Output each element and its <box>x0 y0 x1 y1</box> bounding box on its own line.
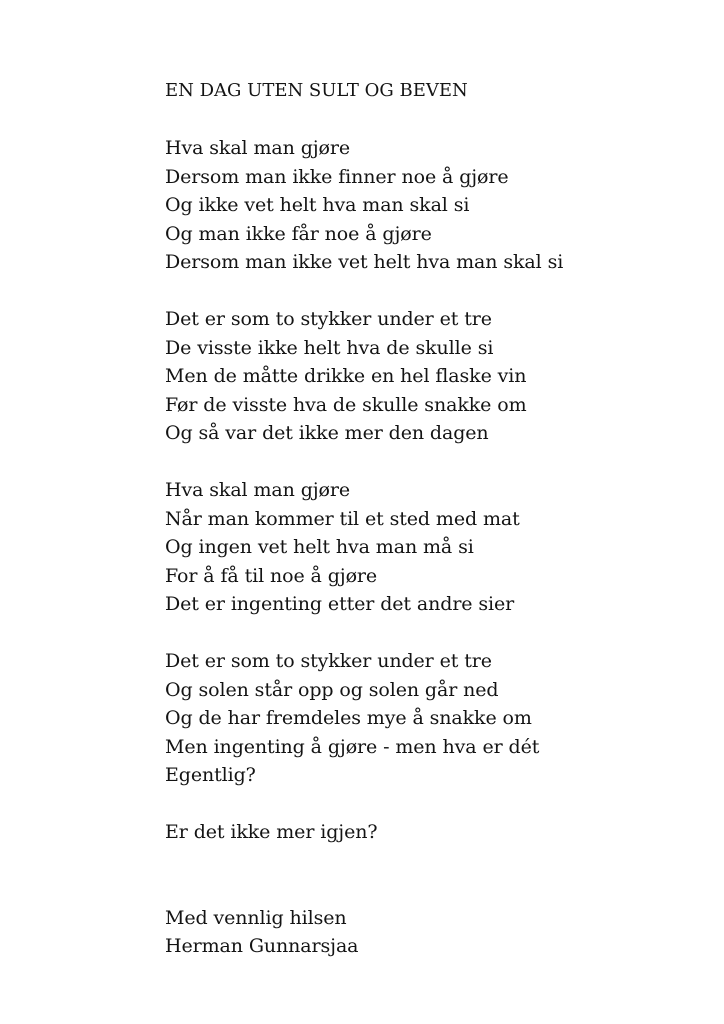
poem-line: Det er som to stykker under et tre <box>165 308 492 330</box>
poem-line: Og man ikke får noe å gjøre <box>165 222 432 245</box>
poem-page <box>165 77 705 961</box>
stanza-4 <box>165 647 705 790</box>
poem-line: Og ingen vet helt hva man må si <box>165 536 474 558</box>
poem-line: For å få til noe å gjøre <box>165 564 378 587</box>
poem-title: EN DAG UTEN SULT OG BEVEN <box>165 80 468 101</box>
poem-line: Og så var det ikke mer den dagen <box>165 422 489 444</box>
closing-question: Er det ikke mer igjen? <box>165 821 378 843</box>
poem-line: Men de måtte drikke en hel flaske vin <box>165 365 527 387</box>
stanza-gap <box>165 106 705 135</box>
stanza-gap <box>165 619 705 648</box>
poem-line: Når man kommer til et sted med mat <box>165 507 520 530</box>
signature-gap <box>165 847 705 904</box>
poem-line: Og solen står opp og solen går ned <box>165 678 499 701</box>
poem-line: Hva skal man gjøre <box>165 137 351 159</box>
poem-line: Før de visste hva de skulle snakke om <box>165 393 527 416</box>
signature-greeting: Med vennlig hilsen <box>165 906 347 929</box>
stanza-gap <box>165 277 705 306</box>
stanza-2 <box>165 305 705 448</box>
poem-line: De visste ikke helt hva de skulle si <box>165 336 494 359</box>
poem-line: Hva skal man gjøre <box>165 479 351 501</box>
signature-block <box>165 904 705 961</box>
stanza-gap <box>165 448 705 477</box>
poem-line: Egentlig? <box>165 764 256 786</box>
poem-line: Dersom man ikke finner noe å gjøre <box>165 165 509 188</box>
poem-line: Men ingenting å gjøre - men hva er dét <box>165 735 540 758</box>
poem-line: Og ikke vet helt hva man skal si <box>165 194 470 216</box>
poem-line: Det er ingenting etter det andre sier <box>165 593 515 615</box>
stanza-1 <box>165 134 705 277</box>
poem-line: Dersom man ikke vet helt hva man skal si <box>165 251 564 273</box>
poem-line: Og de har fremdeles mye å snakke om <box>165 707 532 729</box>
stanza-gap <box>165 790 705 819</box>
signature-name: Herman Gunnarsjaa <box>165 935 359 957</box>
poem-line: Det er som to stykker under et tre <box>165 650 492 672</box>
stanza-3 <box>165 476 705 619</box>
